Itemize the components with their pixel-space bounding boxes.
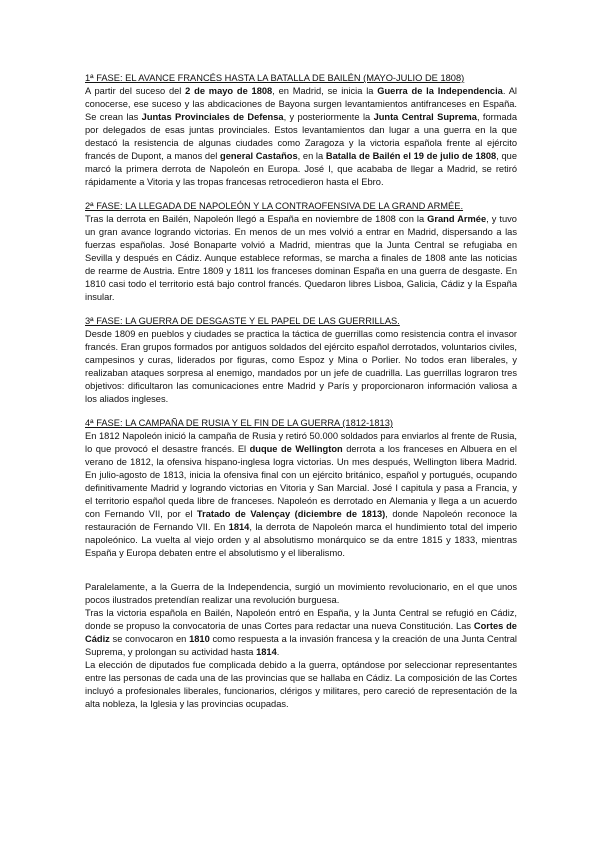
bold-text-run: 2 de mayo de 1808 [185, 86, 273, 96]
bold-text-run: 1810 [189, 634, 210, 644]
section-paragraph [85, 328, 517, 406]
text-run: En 1812 Napoleón inició la campaña de Rusia y retiró 50.000 soldados para enviarlos al frente de Rusia, lo que provocó el desastre francés. El [85, 431, 517, 454]
section-heading: 2ª FASE: LA LLEGADA DE NAPOLEÓN Y LA CONTRAOFENSIVA DE LA GRAND ARMÉE. [85, 201, 464, 211]
text-run: . [276, 647, 280, 657]
section-paragraph [85, 430, 517, 560]
section-fase-2 [85, 200, 517, 304]
section-paragraph [85, 85, 517, 189]
section-cortes-de-cadiz [85, 581, 517, 711]
bold-text-run: 1814 [256, 647, 277, 657]
bold-text-run: Grand Armée [427, 214, 487, 224]
text-run: , la derrota de Napoleón marca el hundimiento total del imperio napoleónico. La vuelta al viejo orden y al absolutismo monárquico se da entre 1815 y 1833, mientras España y Europa debaten entre el absolutismo y el liberalismo. [85, 522, 517, 558]
section-heading: 1ª FASE: EL AVANCE FRANCÉS HASTA LA BATALLA DE BAILÉN (MAYO-JULIO DE 1808) [85, 73, 465, 83]
text-run: derrota a los franceses en Albuera en el verano de 1812, la ofensiva hispano-inglesa logra victorias. Un mes después, Wellington libera Madrid. En julio-agosto de 1813, inicia la ofensiva final con un ejército británico, español y portugués, ocupando definitivamente Madrid y logrando victorias en Vitoria y San Marcial. José I capitula y pasa a Francia, y el territorio español queda libre de franceses. Napoleón es derrotado en Alemania y llega a un acuerdo con Fernando VII, por el [85, 444, 517, 519]
section-heading: 3ª FASE: LA GUERRA DE DESGASTE Y EL PAPEL DE LAS GUERRILLAS. [85, 316, 400, 326]
text-run: se convocaron en [109, 634, 190, 644]
text-run: Paralelamente, a la Guerra de la Independencia, surgió un movimiento revolucionario, en el que unos pocos ilustrados pretendían realizar una revolución burguesa. [85, 582, 517, 605]
text-run: , en Madrid, se inicia la [272, 86, 378, 96]
bold-text-run: 1814 [228, 522, 250, 532]
bold-text-run: Tratado de Valençay (diciembre de 1813) [196, 509, 386, 519]
bold-text-run: duque de Wellington [249, 444, 343, 454]
text-run: La elección de diputados fue complicada debido a la guerra, optándose por seleccionar representantes entre las personas de cada una de las provincias que se hallaba en Cádiz. La composición de las Cortes incluyó a profesionales liberales, funcionarios, clérigos y militares, pero careció de representación de la alta nobleza, la Iglesia y las provincias ocupadas. [85, 660, 517, 709]
text-run: , en la [297, 151, 326, 161]
bold-text-run: Guerra de la Independencia [377, 86, 503, 96]
text-run: . Al conocerse, ese suceso y las abdicaciones de Bayona surgen levantamientos antifranceses en España. Se crean las [85, 86, 517, 122]
bold-text-run: general Castaños [220, 151, 298, 161]
text-run: A partir del suceso del [85, 86, 186, 96]
section-fase-1 [85, 72, 517, 189]
section-paragraph [85, 213, 517, 304]
text-run: , donde Napoleón reconoce la restauración de Fernando VII. En [85, 509, 517, 532]
text-run: Tras la derrota en Bailén, Napoleón llegó a España en noviembre de 1808 con la [85, 214, 428, 224]
section-heading: 4ª FASE: LA CAMPAÑA DE RUSIA Y EL FIN DE LA GUERRA (1812-1813) [85, 418, 393, 428]
text-run: , y posteriormente la [283, 112, 374, 122]
bold-text-run: Batalla de Bailén el 19 de julio de 1808 [325, 151, 497, 161]
text-run: Desde 1809 en pueblos y ciudades se practica la táctica de guerrillas como resistencia contra el invasor francés. Eran grupos formados por antiguos soldados del ejército español derrotados, voluntarios civiles, campesinos y curas, liderados por figuras, como Espoz y Mina o Porlier. No todos eran liberales, y realizaban ataques sorpresa al enemigo, mandados por un jefe de cuadrilla. Las guerrillas lograron tres objetivos: dificultaron las comunicaciones entre Madrid y París y proporcionaron información valiosa a los aliados ingleses. [85, 329, 517, 404]
section-fase-3 [85, 315, 517, 406]
bold-text-run: Cortes de Cádiz [85, 621, 517, 644]
section-paragraph [85, 581, 517, 607]
section-fase-4 [85, 417, 517, 560]
text-run: Tras la victoria española en Bailén, Napoleón entró en España, y la Junta Central se refugió en Cádiz, donde se propuso la convocatoria de unas Cortes para redactar una nueva Constitución. Las [85, 608, 517, 631]
section-paragraph [85, 659, 517, 711]
section-spacer [85, 571, 517, 581]
text-run: , formada por delegados de esas juntas provinciales. Estos levantamientos dan lugar a una guerra en la que destacó la resistencia de algunas ciudades como Zaragoza y la victoria española frente al ejército francés de Dupont, a manos del [85, 112, 518, 161]
text-run: , y tuvo un gran avance logrando victorias. En menos de un mes volvió a entrar en Madrid, dispersando a las fuerzas españolas. José Bonaparte volvió a Madrid, mientras que la Junta Central se refugiaba en Sevilla y después en Cádiz. Aunque establece reformas, se marcha a finales de 1808 ante las noticias de rearme de Austria. Entre 1809 y 1811 los franceses dominan España en una guerra de desgaste. En 1810 casi todo el territorio está bajo control francés. Quedaron libres Lisboa, Galicia, Cádiz y la España insular. [85, 214, 517, 302]
section-paragraph [85, 607, 517, 659]
text-run: como respuesta a la invasión francesa y la creación de una Junta Central Suprema, y prolongan su actividad hasta [85, 634, 517, 657]
text-run: , que marcó la primera derrota de Napoleón en Europa. José I, que acababa de llegar a Madrid, se retiró rápidamente a Vitoria y las tropas francesas retrocedieron hasta el Ebro. [85, 151, 517, 187]
bold-text-run: Junta Central Suprema [373, 112, 477, 122]
bold-text-run: Juntas Provinciales de Defensa [141, 112, 284, 122]
